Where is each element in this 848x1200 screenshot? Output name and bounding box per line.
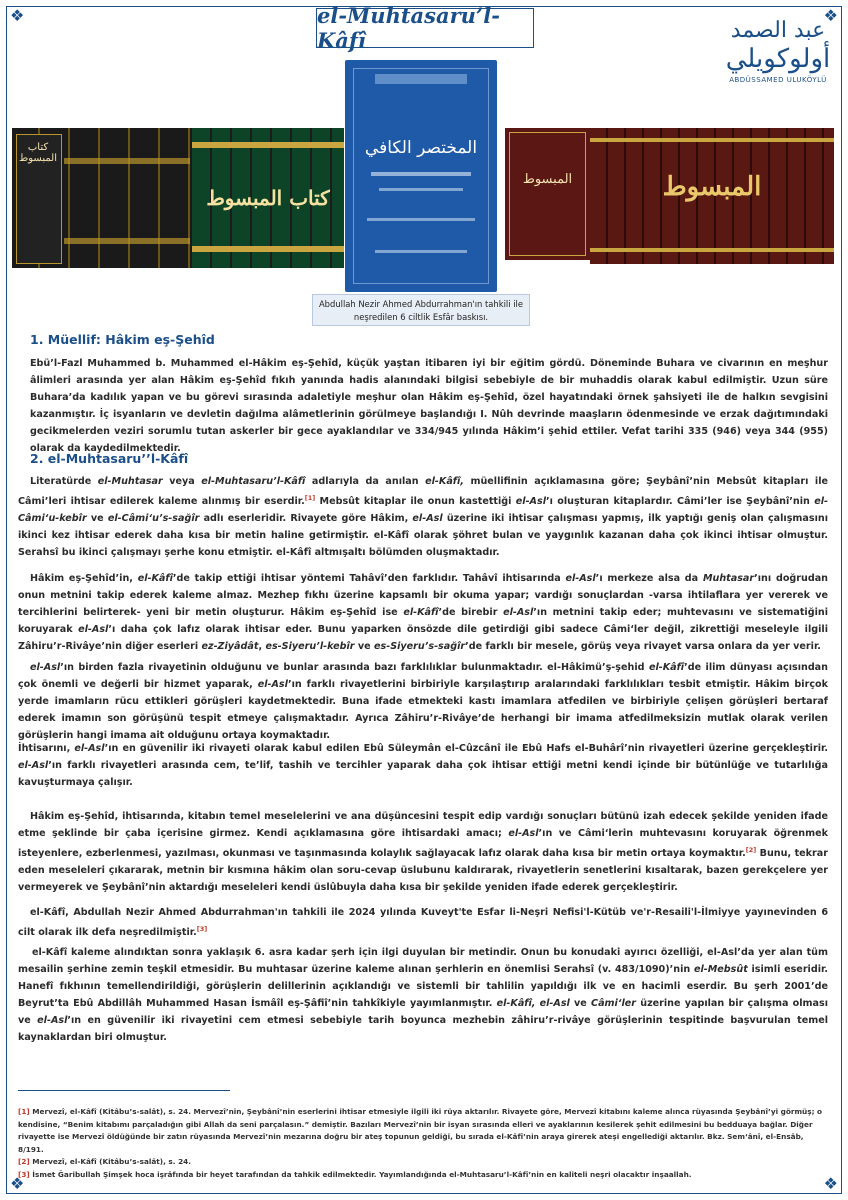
book-cover-muhtasar-kafi (345, 60, 497, 292)
footnote-ref-link[interactable]: [2] (745, 846, 757, 854)
footnote-ref-link[interactable]: [1] (304, 494, 316, 502)
footnotes (18, 1106, 828, 1181)
book-image-kitab-mebsut (192, 128, 344, 268)
book-cover-label: المبسوط (662, 172, 762, 202)
paragraph: el-Asl’ın birden fazla rivayetinin olduğunu ve bunlar arasında bazı farklılıklar bulunmaktadır. el-Hâkimü’ş-şehid el-Kâfî’de ilim dünyası açısından çok önemli ve değerli bir hizmet yaparak, el-Asl’ın farklı rivayetlerini birbiriyle karşılaştırıp aralarındaki farklılıkları tesbit etmiştir. Hâkim birçok yerde imamların rücu ettikleri görüşleri kaydetmektedir. Buna ifade etmekteki kastı imamlara atfedilen ve birbiriyle çelişen görüşleri bertaraf ederek imamın son görüşünü tespit etmeye çalışmaktadır. Ayrıca Zâhiru’r-Rivâye’de herhangi bir imama atfedilmeksizin mutlak olarak verilen görüşlerin hangi imama ait olduğunu ortaya koymaktadır. (18, 662, 828, 741)
paragraph (30, 355, 828, 457)
logo-arabic-surname: أولوكويلي (725, 44, 831, 74)
paragraph: Literatürde el-Muhtasar veya el-Muhtasaru’l-Kâfî adlarıyla da anılan el-Kâfî, müellifinin açıklamasına göre; Şeybânî’nin Mebsût kitapları ile Câmi’leri ihtisar edilerek kaleme alınmış bir eserdir.[1] Mebsût kitaplar ile onun kastettiği el-Asl’ı oluşturan kitaplardır. Câmi’ler ise Şeybânî’nin el-Câmi‘u-kebîr ve el-Câmi‘u’s-sağîr adlı eserleridir. Rivayete göre Hâkim, el-Asl üzerine iki ihtisar çalışması yapmış, ilk yaptığı geniş olan çalışmasını ikinci kez ihtisar ederek daha kısa bir metin haline getirmiştir. el-Kâfî olarak şöhret bulan ve yaygınlık kazanan daha çok ikinci ihtisar olmuştur. Serahsî bu ikinci çalışmayı şerhe konu etmiştir. el-Kâfî altmışaltı bölümden oluşmaktadır. (18, 476, 828, 559)
footnote-divider (18, 1090, 230, 1091)
footnote-number[interactable]: [1] (18, 1107, 30, 1116)
corner-ornament-icon: ❖ (10, 1174, 25, 1193)
book-cover-title: المختصر الكافي (364, 138, 478, 158)
book-image-mebsut-set (12, 128, 192, 268)
image-caption: Abdullah Nezir Ahmed Abdurrahman'ın tahkili ile neşredilen 6 ciltlik Esfâr baskısı. (312, 294, 530, 326)
footnote-item: [1] Mervezî, el-Kâfî (Kitâbu’s-salât), s. 24. Mervezî’nin, Şeybânî’nin eserlerini ihtisar etmesiyle ilgili iki rüya aktarılır. Rivayete göre, Mervezî kitabını kaleme alınca rüyasında Şeybânî’yi görmüş; o kendisine, “Benim kitabımı parçaladığın gibi Allah da seni parçalasın.” demiştir. Bazıları Mervezî’nin bir isyan sırasında elleri ve ayaklarının kesilerek şehit edilmesini bu bedduaya bağlar. Diğer rivayette ise Mervezî öldüğünde bir zatın rüyasında Mervezî’nin mezarına doğru bir ateş topunun geldiği, bu sırada el-Kâfî’nin araya girerek ateşi engellediği aktarılır. Bkz. Sem‘ânî, el-Ensâb, 8/191. (18, 1107, 823, 1154)
footnote-ref-link[interactable]: [3] (196, 925, 208, 933)
paragraph: İhtisarını, el-Asl’ın en güvenilir iki rivayeti olarak kabul edilen Ebû Süleymân el-Cûzcânî ile Ebû Hafs el-Buhârî’nin rivayetleri üzerine gerçekleştirir. el-Asl’ın farklı rivayetleri arasında cem, te’lif, tashih ve tercihler yaparak daha çok ihtisar ettiği metni kendi içinde bir bütünlüğe ve tutarlılığa kavuşturmaya çalışır. (18, 743, 828, 788)
footnote-number[interactable]: [3] (18, 1169, 30, 1179)
section-heading: 2. el-Muhtasaru’’l-Kâfî (30, 451, 189, 466)
corner-ornament-icon: ❖ (823, 1174, 838, 1193)
book-cover-label: المبسوط (522, 172, 573, 187)
footnote-item: [2] Mervezî, el-Kâfî (Kitâbu’s-salât), s. 24. (18, 1157, 192, 1166)
paragraph: Hâkim eş-Şehîd, ihtisarında, kitabın temel meselelerini ve ana düşüncesini tespit edip vardığı sonuçları bütünü izah edecek şekilde yeniden ifade etme şeklinde bir çaba içerisine girmez. Kendi açıklamasına göre ihtisardaki amacı; el-Asl’ın ve Câmi‘lerin muhtevasını koruyarak öğrenmek isteyenlere, ezberlenmesi, yazılması, okunması ve taşınmasında kolaylık sağlayacak lafız olarak daha kısa bir metin ortaya koymaktır.[2] Bunu, tekrar eden meseleleri çıkararak, metnin bir kısmına hâkim olan soru-cevap üslubunu kaldırarak, rivayetlerin senetlerini kısaltarak, bazen gerekçelere yer vermeyerek ve Şeybânî’nin aktardığı meseleleri kendi üslûbuyla daha kısa bir şekilde yeniden ifade ederek gerçekleştirir. (18, 811, 828, 894)
logo-arabic-name: عبد الصمد (730, 18, 826, 43)
book-cover-label: كتاب المبسوط (206, 186, 330, 210)
author-logo (724, 18, 832, 84)
footnote-number[interactable]: [2] (18, 1157, 30, 1166)
book-image-mebsut-red-set (590, 128, 834, 264)
paragraph: el-Kâfî, Abdullah Nezir Ahmed Abdurrahman'ın tahkili ile 2024 yılında Kuveyt'te Esfar li-Neşri Nefisi'l-Kütüb ve'r-Resaili'l-İlmiyye yayınevinden 6 cilt olarak ilk defa neşredilmiştir.[3] (18, 907, 828, 939)
book-image-mebsut-single (505, 128, 590, 260)
paragraph-text: Ebü’l-Fazl Muhammed b. Muhammed el-Hâkim eş-Şehîd, küçük yaştan itibaren iyi bir eğitim gördü. Döneminde Buhara ve civarının en meşhur âlimleri arasında yer alan Hâkim eş-Şehîd fıkıh yanında hadis alanındaki bilgisi sebebiyle de bir muhaddis olarak kabul edilmiştir. Uzun süre Buhara’da kadılık yapan ve bu görevi sırasında adaletiyle meşhur olan Hâkim eş-Şehîd, özel hayatındaki örnek şahsiyeti ile de halkın sevgisini kazanmıştır. İç isyanların ve devletin dağılma alâmetlerinin görülmeye başlandığı I. Nûh devrinde maaşların ödenmesinde ve erzak dağıtımındaki gecikmelerden veziri sorumlu tutan askerler bir gece ayaklandılar ve 334/945 yılında Hâkim’i şehid ettiler. Vefat tarihi 335 (946) veya 344 (955) olarak da kaydedilmektedir. (30, 358, 828, 454)
corner-ornament-icon: ❖ (823, 6, 838, 25)
page-title: el-Muhtasaru’l-Kâfî (316, 8, 534, 48)
paragraph: el-Kâfî kaleme alındıktan sonra yaklaşık 6. asra kadar şerh için ilgi duyulan bir metindir. Onun bu konudaki ayırıcı özelliği, el-Asl’da yer alan tüm mesailin şerhine zemin teşkil etmesidir. Bu muhtasar üzerine kaleme alınan şerhlerin en önemlisi Serahsî (v. 483/1090)’nin el-Mebsût isimli eseridir. Hanefî fıkhının temellendirildiği, görüşlerin delillerinin açıklandığı ve sistemli bir tahlilin yapıldığı ilk ve en hacimli eserdir. Bu şerh 2001’de Beyrut’ta Ebû Abdillâh Muhammed Hasan İsmâîl eş-Şâfiî’nin tahkîkiyle yayımlanmıştır. el-Kâfî, el-Asl ve Câmi‘ler üzerine yapılan bir çalışma olması ve el-Asl’ın en güvenilir iki rivayetini cem etmesi sebebiyle tarih boyunca mezhebin zâhiru’r-rivâye görüşlerinin tespitinde başvurulan temel kaynaklardan biri olmuştur. (18, 947, 829, 1043)
book-cover-label: كتاب المبسوط (19, 142, 57, 164)
section-heading: 1. Müellif: Hâkim eş-Şehîd (30, 332, 215, 347)
corner-ornament-icon: ❖ (10, 6, 25, 25)
logo-latin-name: ABDÜSSAMED ULUKÖYLÜ (729, 76, 827, 84)
footnote-item: [3] İsmet Ğaribullah Şimşek hoca işrâfında bir heyet tarafından da tahkik edilmektedir. Yayımlandığında el-Muhtasaru’l-Kâfî’nin en kaliteli neşri olacaktır inşaallah. (18, 1169, 692, 1179)
paragraph: Hâkim eş-Şehîd’in, el-Kâfî’de takip ettiği ihtisar yöntemi Tahâvî’den farklıdır. Tahâvî ihtisarında el-Asl’ı merkeze alsa da Muhtasar’ını doğrudan onun metnini takip ederek kaleme almaz. Mezhep fıkhı üzerine kapsamlı bir okuma yapar; vardığı sonuçlardan -varsa ihtilaflara yer vererek ve tercihlerini belirterek- yeni bir metin oluşturur. Hâkim eş-Şehîd ise el-Kâfî’de birebir el-Asl’ın metnini takip eder; muhtevasını ve sistematiğini koruyarak el-Asl’ı daha çok lafız olarak ihtisar eder. Bunu yaparken önsözde dile getirdiği gibi sadece Câmi‘ler değil, zikrettiği meseleyle ilgili Zâhiru’r-Rivâye’nin diğer eserleri ez-Ziyâdât, es-Siyeru’l-kebîr ve es-Siyeru’s-sağîr’de farklı bir mesele, görüş veya rivayet varsa onlara da yer verir. (18, 573, 829, 652)
